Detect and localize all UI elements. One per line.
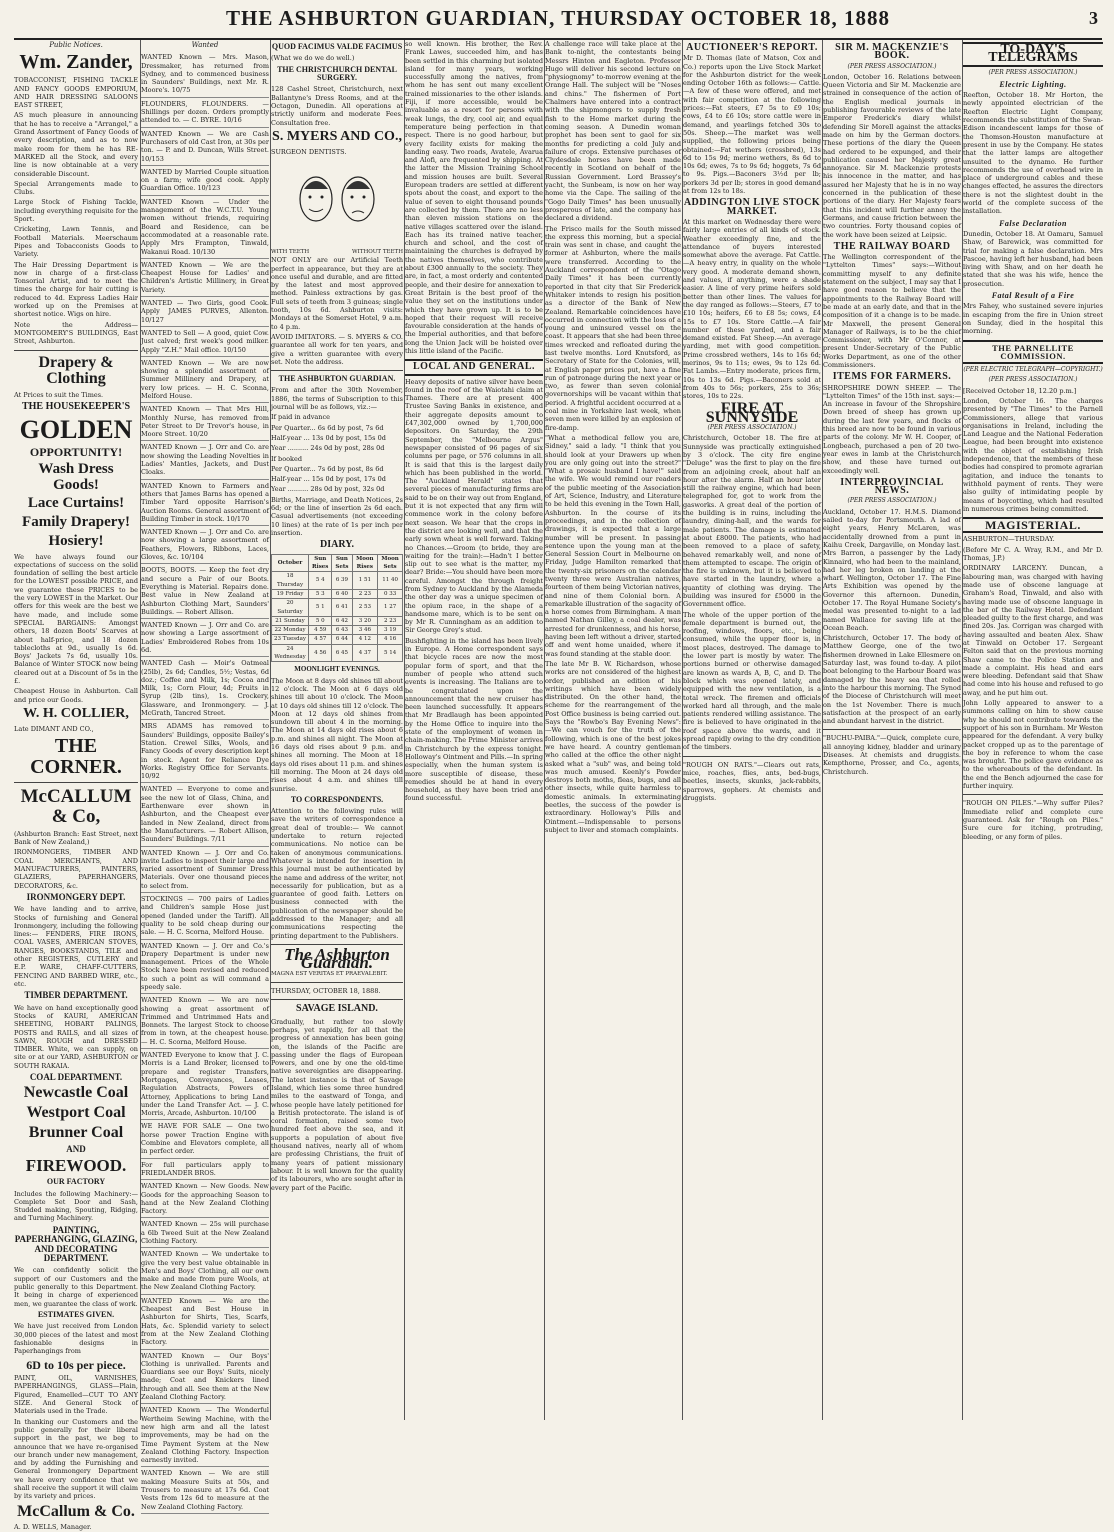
wanted-ad-text: WANTED Known — We are now showing a splendid assortment of Summer Millinery and Drapery, at very low prices. — H. C. Sconna, Melford House. — [141, 358, 269, 400]
diary-column-header: October — [272, 554, 309, 572]
leader-continued: so well known. His brother, the Rev. Frank Lawes, succeeded him, and has been settled in this charming but isolated island for many years, working successfully among the natives, from whom he has sent out many excellent trained missionaries to the other islands. Fiji, if more accessible, would be invaluable as a resort for persons with weak lungs, the dry, cool air, and equal temperature being perfection in that respect. There is no good harbour, but every facility exists for making the landing easy. Two roads, Avatele, Avarua and Alofi, are frequented by shipping. At the latter the Mission Training School and mission houses are built. Several European traders are settled at different spots about the coast, and export to the value of seven to eight thousand pounds are collected by them. There are no less than eleven mission stations on the native villages scattered over the island. Each has its trained native teacher, church and school, and the cost of maintaining the churches is defrayed by the natives themselves, who contribute about £300 annually to the society. They are, in fact, a most orderly and contented people, and their desire for annexation to Great Britain is the best proof of the value they set on the institutions under which they have grown up. It is to be hoped that their request will receive favourable consideration at the hands of the Imperial authorities, and that before long the Union Jack will be hoisted over this little island of the Pacific. — [405, 40, 543, 355]
housekeeper-heading: THE HOUSEKEEPER'S — [21, 401, 131, 413]
fatal-fire-heading: Fatal Result of a Fire — [991, 291, 1075, 301]
dental-body: 128 Cashel Street, Christchurch, next Ballantyne's Dress Rooms, and at the Octagon, Dunedin. All operations at strictly uniform and moderate Fees. Consultation free. — [271, 85, 403, 127]
railway-body: The Wellington correspondent of the "Lyttelton Times" says:—Without committing myself to any definite statement on the subject, I may say that I have good reason to believe that the appointments to the Railway Board will be made at an early date, and that in the composition of it a change is to be made. Mr Maxwell, the present General Manager of Railways, is to be the chief Commissioner, with Mr O'Connor, at present Under-Secretary of the Public Works Department, as one of the other Commissioners. — [823, 253, 961, 369]
diary-row — [272, 616, 403, 625]
farmers-body: SHROPSHIRE DOWN SHEEP. — The "Lyttelton Times" of the 15th inst. says:— An increase in favour of the Shropshire Down breed of sheep has grown up during the last few years, and flocks of this breed are now to be found in various parts of the colony. Mr W. H. Cooper, of Longbeach, purchased a pen of 20 two-year ewes in lamb at the Christchurch show, and these have turned out exceedingly well. — [823, 383, 961, 475]
diary-cell: 6 44 — [332, 635, 352, 644]
subscription-rate: Half-year ... 13s 0d by post, 15s 0d — [271, 433, 386, 442]
mccallum-heading: McCALLUM & Co, — [20, 785, 132, 827]
wanted-ad — [141, 196, 269, 259]
masthead — [14, 4, 1102, 40]
wanted-ad — [141, 1049, 269, 1120]
diary-cell: 4 57 — [309, 635, 332, 644]
diary-cell: 6 45 — [332, 644, 352, 662]
wanted-ad — [141, 1218, 269, 1248]
paper-date: THURSDAY, OCTOBER 18, 1888. — [271, 986, 381, 995]
diary-cell: 3 20 — [352, 616, 378, 625]
zander-body: AS much pleasure in announcing that he has to receive a "Arrangel," a Grand Assortment of Fancy Goods of every description, and as to now make room for them he has RE-MARKED all the Stock, and every line is now obtainable at a very considerable Discount. — [14, 111, 138, 178]
diary-cell: 4 16 — [378, 635, 403, 644]
interprovincial-body: Auckland, October 17. H.M.S. Diamond sailed to-day for Portsmouth. A lad of eight years, Henry McLaren, was accidentally drowned from a punt in Kaihu Creek, Dargaville, on Monday last. Mrs Barron, a passenger by the Lady Kinnaird, who had been to the mainland, had her leg broken on landing at the wharf. Wellington, October 17. The Fine Arts Exhibition was opened by the Governor this afternoon. Dunedin, October 17. The Royal Humane Society's medal was presented to-night to a lad named Wallace for saving life at the Ocean Beach. — [823, 507, 961, 632]
wanted-ad — [141, 1295, 269, 1350]
subscription-rate: Per Quarter... 6s 6d by post, 7s 6d — [271, 423, 384, 432]
lace-heading: Lace Curtains! — [27, 495, 125, 512]
estimates-heading: ESTIMATES GIVEN. — [37, 1309, 115, 1319]
subscription-rate: Half-year ... 15s 0d by post, 17s 0d — [271, 475, 386, 484]
wanted-label: Wanted — [191, 41, 219, 49]
wanted-ad-text: WANTED by Married Couple situation on a farm; wife good cook. Apply Guardian Office. 10/123 — [141, 167, 269, 193]
office-body: From and after the 30th November, 1886, the terms of Subscription to this journal will be as follows, viz.:— — [271, 386, 403, 412]
wanted-ad — [141, 619, 269, 657]
wanted-ad — [141, 98, 269, 128]
diary-cell: 3 46 — [352, 626, 378, 635]
fire-heading: FIRE AT SUNNYSIDE — [705, 400, 799, 426]
family-heading: Family Drapery! — [22, 514, 130, 531]
wanted-ad — [141, 1159, 269, 1181]
diary-heading: DIARY. — [319, 539, 354, 551]
diary-cell: 22 Monday — [272, 626, 309, 635]
diary-cell: 1 51 — [352, 572, 378, 590]
diary-cell: 4 37 — [352, 644, 378, 662]
wanted-ad — [141, 847, 269, 893]
diary-row — [272, 572, 403, 590]
diary-cell: 6 42 — [332, 616, 352, 625]
column-2 — [140, 40, 269, 1511]
wanted-ad — [141, 1467, 269, 1513]
wanted-ad — [141, 564, 269, 619]
wanted-ad-text: WANTED Known — We are still making Measure Suits at 50s, and Trousers to measure at 17s 6d. Coat Vests from 12s 6d to measure at the New Zealand Clothing Factory. — [141, 1469, 269, 1511]
column-6 — [682, 40, 821, 1420]
column-8 — [962, 40, 1103, 1420]
magisterial-body: ORDINARY LARCENY. Duncan, a labouring man, was charged with having made use of obscene language at Graham's Road, Tinwald, and also with having made use of obscene language in the bar of the Railway Hotel. Defendant pleaded guilty to the first charge, and was fined 20s. Jas. Corrigan was charged with having assaulted and beaten Alex. Shaw at Tinwald on October 17. Sergeant Felton said that on the previous morning Shaw came to the Police Station and made a complaint. His head and ears were bleeding. Defendant said that Shaw had come into his house and refused to go away, and he put him out. — [963, 564, 1103, 697]
wanted-ad-text: WANTED Known — J. Orr and Co. are now showing the Leading Novelties in Ladies' Mantles, Jackets, and Dust Cloaks. — [141, 443, 269, 477]
diary-cell: 5 3 — [309, 589, 332, 598]
diary-cell: 2 53 — [352, 599, 378, 617]
addington-body: At this market on Wednesday there were fairly large entries of all kinds of stock. Weather exceedingly fine, and the attendance of buyers interested somewhat above the average. Fat Cattle.—A heavy entry, in quality on the whole very good. A moderate demand shown, and values, if anything, were a shade easier. A line of very prime heifers sold better than other lines. The values for the day ranged as follows:—Steers, £7 to £10 10s; heifers, £6 to £8 5s; cows, £4 15s to £7 10s. Store Cattle.—A fair number of these yarded, and a fair demand existed. Fat Sheep.—An average yarding, met with good competition. Prime crossbred wethers, 14s to 16s 6d; merinos, 9s to 11s; ewes, 9s to 12s 6d. Fat Lambs.—Entry moderate, prices firm, 10s to 13s 6d. Pigs.—Baconers sold at from 40s to 56s; porkers, 25s to 36s; stores, 10s to 22s. — [683, 217, 821, 401]
wanted-ad — [141, 327, 269, 357]
news-body-2: The Frisco mails for the South missed the express this morning, but a special train was sent in chase, and caught the former at Ashburton, where the mails were transferred. According to the Auckland correspondent of the "Otago Daily Times" it has been currently reported in that city that Sir Frederick Whitaker intends to resign his position as a director of the Bank of New Zealand. Remarkable coincidences have occurred in connection with the loss of a young and uninsured vessel on the coast. It appears that she had been three times wrecked and refloated during the last twelve months. Lord Knutsford, as Secretary of State for the Colonies, will, at English paper prices put, have a fine run of patronage during the next year or two, as fewer than seven colonial governorships will be vacant within that period. A frightful accident occurred at a coal mine in Yorkshire last week, when seven men were killed by an explosion of fire-damp. — [545, 224, 681, 432]
parnell-sub: (PER ELECTRIC TELEGRAPH—COPYRIGHT.) — [963, 366, 1103, 374]
page-number: 3 — [1089, 8, 1098, 28]
factory-heading: OUR FACTORY — [46, 1177, 106, 1187]
diary-row — [272, 626, 403, 635]
collier-late: Late DIMANT AND CO., — [14, 724, 94, 733]
myers-warning: AVOID IMITATORS. — S. MYERS & CO. guarantee all work for ten years, and give a written guarantee with every set. Note the address. — [271, 332, 403, 366]
zander-stock: Large Stock of Fishing Tackle, including everything requisite for the Sport. — [14, 198, 138, 224]
addington-heading: ADDINGTON LIVE STOCK MARKET. — [683, 197, 821, 217]
diary-cell: 19 Friday — [272, 589, 309, 598]
wanted-ad-text: WANTED Known — That Mrs Hill, Monthly Nurse, has removed from Peter Street to Dr Trevor's house, in Moore Street. 10/20 — [141, 405, 269, 439]
section-label: Public Notices. — [49, 41, 103, 49]
wanted-ad-text: WANTED Known — We undertake to give the very best value obtainable in Men's and Boys' Clothing, all our own make and made from pure Wools, at the New Zealand Clothing Factory. — [141, 1250, 269, 1292]
auctioneer-heading: AUCTIONEER'S REPORT. — [686, 42, 818, 53]
drapery-heading: Drapery & Clothing — [38, 353, 114, 388]
diary-column-header: Sun Sets — [332, 554, 352, 572]
diary-cell: 4 56 — [309, 644, 332, 662]
wanted-ads-list — [141, 51, 269, 1514]
mccallum-trades: IRONMONGERS, TIMBER AND COAL MERCHANTS, AND MANUFACTURERS, PAINTERS, GLAZIERS, PAPERHANGERS, DECORATORS, &c. — [14, 848, 138, 890]
diary-row — [272, 635, 403, 644]
diary-column-header: Sun Rises — [309, 554, 332, 572]
wanted-ad-text: FLOUNDERS, FLOUNDERS. — Shillings per dozen. Orders promptly attended to. — C. BYRE. 10/16 — [141, 99, 269, 125]
wanted-ad-text: WANTED Known — We are the Cheapest and Best House in Ashburton for Shirts, Ties, Scarfs, Hats, &c. Splendid variety to select from at the New Zealand Clothing Factory. — [141, 1296, 269, 1347]
parnell-sub-2: (PER PRESS ASSOCIATION.) — [988, 376, 1078, 384]
diary-table — [271, 554, 403, 663]
rates-paid-list — [271, 424, 403, 453]
diary-cell: 24 Wednesday — [272, 644, 309, 662]
factory-body: Includes the following Machinery:— Complete Set Door and Sash, Studded making, Spouting, Ridging, and Turning Machinery. — [14, 1189, 138, 1223]
coal-heading: COAL DEPARTMENT. — [29, 1072, 123, 1083]
wanted-ad — [141, 994, 269, 1049]
corner-heading: THE CORNER. — [30, 734, 122, 778]
subscription-rate: Per Quarter... 7s 6d by post, 8s 6d — [271, 464, 384, 473]
fatal-fire-body: Mrs Fahey, who sustained severe injuries in escaping from the fire in Union street on Sunday, died in the hospital this morning. — [963, 302, 1103, 336]
collier-note: Cheapest House in Ashburton. Call and price our Goods. — [14, 687, 138, 704]
interprovincial-heading: INTERPROVINCIAL NEWS. — [840, 476, 944, 497]
wanted-ad-text: WANTED Known — We are Cash Purchasers of old Cast Iron, at 30s per ton. — P. and D. Duncan, Wills Street. 10/153 — [141, 129, 269, 163]
and-word: AND — [66, 1143, 86, 1154]
local-general-body-2: Bushfighting in the island has been lively in Europe. A Home correspondent says that bicycle races are now the most popular form of sport, and that the number of people who attend such events is increasing. The Italians are to be congratulated upon the announcement that the new cruiser has been launched successfully. It appears that Mr Bradlaugh has been appointed by the Home Office to inquire into the state of the employment of women in chain-making. The Prime Minister arrives in Christchurch by the express tonight. Holloway's Ointment and Pills.—In spring especially, when the human system is more susceptible of disease, these remedies should be at hand in every household, as they have been tried and found successful. — [405, 636, 543, 803]
diary-cell: 6 43 — [332, 626, 352, 635]
diary-cell: 5 0 — [309, 616, 332, 625]
wanted-ad — [141, 1404, 269, 1467]
wanted-ad — [141, 480, 269, 526]
fire-body: Christchurch, October 18. The fire at Sunnyside was practically extinguished by 3 o'clock. The city fire engine "Deluge" was the first to play on the fire from an adjoining creek, about half an hour after the alarm. Half an hour later still the railway engine, which had been telegraphed for, got to work from the gasworks. A great deal of the portion of the building is in ruins, including the laundry, dining-hall, and the wards for male patients. The damage is estimated at about £8000. The patients, who had been removed to a place of safety, behaved remarkably well, and none of them attempted to escape. The origin of the fire is unknown, but it is believed to have started in the laundry, where a quantity of clothing was drying. The building was insured for £5000 in the Government office. — [683, 434, 821, 609]
wanted-ad — [141, 1180, 269, 1218]
fire-body-2: The whole of the upper portion of the female department is burned out, the roofing, windows, floors, etc., being consumed, while the upper floor is, in most places, destroyed. The damage to the lower part is mostly by water. The portions burned or otherwise damaged are known as wards A, B, C, and D. The block which was opened lately, and equipped with the new ventilation, is a total wreck. The firemen and officials worked hard all through, and the male patients rendered willing assistance. The fire is believed to have originated in the roof space above the wards, and it spread rapidly owing to the dry condition of the timbers. — [683, 610, 821, 752]
diary-cell: 2 23 — [352, 589, 378, 598]
dental-portraits-illustration — [292, 159, 382, 245]
leader-heading: SAVAGE ISLAND. — [296, 1003, 378, 1015]
paper-title: The Ashburton Guardian. — [284, 944, 390, 973]
hosiery-heading: Hosiery! — [48, 532, 104, 549]
wanted-ad — [141, 128, 269, 166]
news-body-4: The late Mr B. W. Richardson, whose works are not considered of the highest order, published an edition of his writings which have been widely distributed. On the other hand, the scheme for the rearrangement of the Post Office business is being carried out. Says the "Rowbo's Bay Evening News":—We can vouch for the truth of the following, which is one of the best jokes we have heard. A country gentleman who called at the office the other night asked what a "sub" was, and being told was much amused. Keenly's Powder destroys both moths, fleas, bugs, and all other insects, while quite harmless to domestic animals. In exterminating beetles, the success of the powder is extraordinary. Holloway's Pills and Ointment.—Indispensable to persons subject to liver and stomach complaints. — [545, 659, 681, 834]
caption-with-teeth: WITH TEETH — [271, 248, 310, 255]
magisterial-bench: (Before Mr C. A. Wray, R.M., and Mr D. Thomas, J.P.) — [963, 545, 1103, 563]
column-1 — [14, 40, 138, 1532]
wanted-ad-text: WANTED Known — 25s will purchase a 6lb Tweed Suit at the New Zealand Clothing Factory. — [141, 1220, 269, 1245]
ironmongery-heading: IRONMONGERY DEPT. — [26, 891, 126, 902]
wanted-ad — [141, 1350, 269, 1405]
local-general-body: Heavy deposits of native silver have been found in the roof of the Waiotahi claim at Thames. There are at present 400 Trustee Saving Banks in existence, and their aggregate deposits amount to £47,302,000 owned by 1,700,000 depositors. On Saturday, the 29th September, the "Melbourne Argus" newspaper consisted of 96 pages of six columns per page, or 576 columns in all. It is said that this is the largest daily which has been published in the world. The "Auckland Herald" states that several pieces of manufacturing firms are said to be on their way out from England, but it is not expected that any firm will commence work in the colony before next season. We hear that the crops in the district are looking well, and that the early sown wheat is well forward. Taking no Chances.—Groom (to bride, they are waiting for the train):—Hadn't I better slip out to see what is the matter, my dear? Bride:—You should have been more careful. Amongst the through freight from Sydney to Auckland by the Alameda the other day was a unique specimen of the opium race, in the shape of a handsome mare, which is to be sent on by Mr R. Cunningham as an addition to Sir George Grey's stud. — [405, 377, 543, 635]
wanted-ad — [141, 893, 269, 939]
timber-body: We have on hand exceptionally good Stocks of KAURI, AMERICAN SHEETING, HOBART PALINGS, POSTS and RAILS, and all sizes of SAWN, ROUGH and DRESSED TIMBER. White, we can supply, on site or at our YARD, ASHBURTON or SOUTH RAKAIA. — [14, 1003, 138, 1070]
mackenzie-sub: (PER PRESS ASSOCIATION.) — [847, 62, 937, 70]
collier-body: We have always found our expectations of success on the solid foundation of selling the best article for the LOWEST possible PRICE, and we guarantee these PRICES to be the very LOWEST in the Market. Our offers for this week are the best we have made, and include some SPECIAL BARGAINS: Amongst others, 18 dozen Boots' Scarves at about half-price, and 18 dozen tablecloths at 9d., usually 1s 6d. Boys' Jackets 7s 6d, usually 10s. Balance of Winter STOCK now being cleared out at a Discount of 5s in the £. — [14, 552, 138, 685]
newspaper-masthead-title: THE ASHBURTON GUARDIAN, THURSDAY OCTOBER 18, 1888 — [226, 6, 890, 30]
office-heading: THE ASHBURTON GUARDIAN. — [278, 374, 396, 384]
ironmongery-body: We have landing and to arrive, Stocks of furnishing and General Ironmongery, including the following lines:— FENDERS, FIRE IRONS, COAL VASES, AMERICAN STOVES, RANGES, BOOKSTANDS, TILE and other REGISTERS, CUTLERY and E.P. WARE, CHAFF-CUTTERS, FENCING AND BARBED WIRE, etc., etc. — [14, 905, 138, 988]
wanted-ad — [141, 441, 269, 479]
caption-without-teeth: WITHOUT TEETH — [351, 248, 403, 255]
wanted-ad — [141, 51, 269, 97]
news-body-1: A challenge race will take place at the Bank to-night, the contestants being Messrs Hinton and Eagleton. Professor Hugo will deliver his second lecture on "physiognomy" to-morrow evening at the Orange Hall. The subject will be "Noses and chins." The fishermen of Port Chalmers have entered into a contract with the shipmongers to supply fresh fish to the Home market during the coming season. A Dunedin woman prophet has been sent to gaol for six months for predicting a cold July and failure of crops. Extensive purchases of Clydesdale horses have been made recently in Scotland on behalf of the Russian Government. Lord Brassey's yacht, the Sunbeam, is now on her way home via the Cape. The sailing of the "Gogo Daily Times" has been unusually prosperous of late, and the company has declared a dividend. — [545, 40, 681, 223]
collier-name: W. H. COLLIER, — [23, 705, 129, 721]
price-range: 6D to 10s per piece. — [26, 1357, 126, 1372]
news-body-3: "What a methodical fellow you are, Sidney," said a lady. "I think that you should look at your Drawers up when you are only going out into the street?" "What a prosaic husband I have!" said the wife. We would remind our readers of the public meeting of the Association of Art, Science, Industry, and Literature to be held this evening in the Town Hall, Ashburton. In the course of its proceedings, and in the collection of drawings, it is expected that a large number will be present. In passing sentence upon the young man at the General Session Court in Melbourne on Friday, Judge Hamilton remarked that the twenty-six prisoners on the calendar twenty three were Australian natives, fourteen of them being Victorian natives, and nine of them Colonial born. A remarkable illustration of the sagacity of a horse comes from Birmingham. A man named Nathan Gilley, a coal dealer, was arrested for drunkenness, and his horse, having been left without a driver, started off and went home unaided, where it was found standing at the stable door. — [545, 433, 681, 658]
column-5 — [544, 40, 681, 1420]
wanted-ad-text: WANTED Known — J. Orr and Co. are now showing a Large assortment of Ladies' Embroidered Robes from 10s 6d. — [141, 621, 269, 654]
golden-heading: GOLDEN — [19, 414, 133, 444]
myers-heading: S. MYERS AND CO., — [272, 128, 402, 144]
opportunity-heading: OPPORTUNITY! — [29, 445, 123, 460]
magisterial-heading: MAGISTERIAL. — [963, 517, 1103, 533]
column-3 — [270, 40, 403, 1420]
diary-cell: 23 Tuesday — [272, 635, 309, 644]
wanted-ad-text: WANTED Known — J. Orr and Co. invite Ladies to inspect their large and varied assortment of Summer Dress Materials. Over one thousand pieces to select from. — [141, 848, 269, 890]
wanted-ad — [141, 940, 269, 995]
telegrams-sub: (PER PRESS ASSOCIATION.) — [988, 68, 1078, 76]
parnell-heading: THE PARNELLITE COMMISSION. — [963, 340, 1103, 365]
zander-sports: Cricketing, Lawn Tennis, and Football Materials. Meerschaum Pipes and Tobacconists Goods to Variety. — [14, 225, 138, 259]
wanted-ad — [141, 526, 269, 564]
wanted-ad-text: WANTED Known — The Wonderful Wertheim Sewing Machine, with the new high arm and all the latest improvements, may be had on the Time Payment System at the New Zealand Clothing Factory. Inspection earnestly invited. — [141, 1406, 269, 1465]
subscription-rate: Year .......... 24s 0d by post, 28s 0d — [271, 444, 385, 453]
diary-row — [272, 589, 403, 598]
dental-heading: THE CHRISTCHURCH DENTAL SURGERY. — [277, 64, 397, 83]
rates-paid-heading: If paid in advance — [271, 413, 330, 422]
parnell-body: London, October 16. The charges presented by "The Times" to the Parnell Commissioners, allege that various organisations in Ireland, including the Land League and the National Federation League, had been brought into existence with the object of establishing Irish independence, that the members of these bodies had conspired to promote agrarian agitation, and induce the tenants to withhold payment of rents. They were also guilty of intimidating people by means of boycotting, which had resulted in numerous crimes being committed. — [963, 396, 1103, 513]
diary-column-header: Moon Sets — [378, 554, 403, 572]
diary-cell: 1 27 — [378, 599, 403, 617]
paint-body: PAINT, OIL, VARNISHES, PAPERHANGINGS, GLASS—Plain, Figured, Enamelled—CUT TO ANY SIZE. And General Stock of Materials used in the Trade. — [14, 1374, 138, 1416]
wanted-ad — [141, 166, 269, 196]
paper-motto: MAGNA EST VERITAS ET PRAEVALEBIT. — [271, 970, 388, 977]
local-general-heading: LOCAL AND GENERAL. — [405, 359, 543, 375]
wanted-ad-text: WANTED Known — Under the management of the W.C.T.U. Young women without friends, requiring Board and Residence, can be accommodated at a reasonable rate. Apply Mrs Frampton, Tinwald, Wakanui Road. 10/130 — [141, 197, 269, 256]
wanted-ad — [141, 259, 269, 297]
wanted-ad-text: WANTED Cash — Moir's Oatmeal (25lb), 2s 6d; Candles, 5½; Vestas, 6d doz.; Coffee and Milk, 1s; Cocoa and Milk, 1s; Corn Flour, 4d; Fruits in Syrup (2lb tins), 1s. Crockery, Glassware, and Ironmongery. — J. McGrath, Tancred Street. — [141, 659, 269, 718]
wanted-ad — [141, 783, 269, 846]
wanted-ad-text: WE HAVE FOR SALE — One two horse power Traction Engine with Combine and Elevators complete, all in perfect order. — [141, 1122, 269, 1156]
wanted-ad-text: For full particulars apply to FRIEDLANDER BROS. — [141, 1160, 269, 1177]
manager-name: A. D. WELLS, Manager. — [14, 1523, 92, 1532]
wallpaper-body: We have just received from London 30,000 pieces of the latest and most fashionable designs in Paperhangings from — [14, 1322, 138, 1356]
wanted-ad-text: WANTED Known to Farmers and others that James Barns has opened a Timber Yard opposite Harrison's Auction Rooms. General assortment of Building Timber in stock. 10/170 — [141, 481, 269, 523]
telegrams-heading: TO-DAY'S TELEGRAMS — [963, 42, 1103, 67]
wanted-ad-text: STOCKINGS — 700 pairs of Ladies and Children's sample Hose just opened (landed under the Tariff). All quality to be sold cheap during our sale. — H. C. Scorna, Melford House. — [141, 895, 269, 937]
diary-cell: 6 41 — [332, 599, 352, 617]
zander-special: Special Arrangements made to Clubs. — [14, 179, 138, 197]
correspondents-body: Attention to the following rules will save the writers of correspondence a great deal of trouble:— We cannot undertake to return rejected communications. No notice can be taken of anonymous communications. Whatever is intended for insertion in this journal must be authenticated by the name and address of the writer, not necessarily for publication, but as a guarantee of good faith. Letters on business connected with the publication of the newspaper should be addressed to the Manager; and all communications respecting the printing department to the Publishers. — [271, 807, 403, 940]
mccallum-branch: (Ashburton Branch: East Street, next Bank of New Zealand,) — [14, 829, 138, 847]
interprovincial-sub: (PER PRESS ASSOCIATION.) — [847, 497, 937, 505]
auctioneer-body: Mr D. Thomas (late of Matson, Cox and Co.) reports upon the Live Stock Market for the Ashburton district for the week ending October 16th as follows:— Cattle.—A few of these were offered, and met with fair competition at the following prices:—Fat steers, £7 5s to £9 10s; cows, £4 to £6 10s; store cattle were in demand, and yearlings fetched 30s to 50s. Sheep.—The market was well supplied, the following prices being obtained:—Fat wethers (crossbred), 13s 6d to 15s 9d; merino wethers, 8s 6d to 10s 6d; ewes, 7s to 9s 6d; hoggets, 7s 6d to 9s. Pigs.—Baconers 3½d per lb; porkers 3d per lb; stores in good demand at from 12s to 18s. — [683, 54, 821, 196]
wanted-ad-text: WANTED — Two Girls, good Cook. Apply JAMES PURVES, Allenton. 10/127 — [141, 299, 269, 324]
diary-cell: 2 23 — [378, 616, 403, 625]
brunner-coal: Brunner Coal — [28, 1124, 124, 1142]
wanted-ad — [141, 1120, 269, 1158]
column-4 — [404, 40, 543, 1420]
column-7 — [822, 40, 961, 1420]
wanted-ad-text: WANTED Known — J. Orr and Co.'s Drapery Department is under new management. Prices of the Whole Stock have been revised and reduced to such a point as will command a speedy sale. — [141, 941, 269, 991]
painting-heading: PAINTING, PAPERHANGING, GLAZING, AND DECORATING DEPARTMENT. — [14, 1224, 138, 1264]
diary-cell: 5 1 — [309, 599, 332, 617]
wanted-ad-text: WANTED Everyone to know that J. C. Morris is a Land Broker, licensed to prepare and register Transfers, Mortgages, Conveyances, Leases, Regulation Abstracts, Powers of Attorney, Applications to bring Land under the Land Transfer Act. — J. C. Morris, Arcade, Ashburton. 10/100 — [141, 1051, 269, 1118]
wanted-ad — [141, 720, 269, 783]
wanted-ad-text: WANTED Known — Mrs. Mason, Dressmaker, has returned from Sydney, and to commenced business in Saunders' Buildings, next Mr. R. Moore's. 10/75 — [141, 53, 269, 95]
mackenzie-heading: SIR M. MACKENZIE'S BOOK. — [835, 42, 949, 62]
parnell-received: [Received October 18, 12.20 p.m.] — [963, 386, 1077, 395]
timber-heading: TIMBER DEPARTMENT. — [24, 990, 128, 1001]
dental-motto-sub: (What we do we do well.) — [271, 54, 355, 63]
wanted-ad-text: WANTED Known — We are now showing a great assortment of Trimmed and Untrimmed Hats and Bonnets. The largest Stock to choose from in town, at the cheapest house. — H. C. Scorna, Melford House. — [141, 996, 269, 1046]
farmers-heading: ITEMS FOR FARMERS. — [832, 371, 952, 383]
wanted-ad-text: MRS ADAMS has removed to Saunders' Buildings, opposite Bailey's Station. Crewel Silks, Wools, and Fancy Goods of every description kept in stock. Agent for Reliance Dye Works. Registry Office for Servants. 10/92 — [141, 722, 269, 781]
painting-body: We can confidently solicit the support of our Customers and the public generally to this Department. It being in charge of experienced men, we guarantee the class of work. — [14, 1266, 138, 1308]
wash-heading: Wash Dress Goods! — [38, 460, 114, 493]
false-declaration-heading: False Declaration — [999, 218, 1067, 228]
magisterial-body-2: John Lolly appeared to answer to a summons calling on him to show cause why he should not contribute towards the support of his son in Burnham. Mr Weston appeared for the defendant. A very bulky packet cropped up as to the parentage of the boy in reference to whom the case was brought. The police gave evidence as to the whereabouts of the defendant. In the end the Bench adjourned the case for further inquiry. — [963, 699, 1103, 791]
rough-on-rats-ad: "ROUGH ON RATS."—Clears out rats, mice, roaches, flies, ants, bed-bugs, beetles, insects, skunks, jack-rabbits, sparrows, gophers. At chemists and druggists. — [683, 760, 821, 802]
magisterial-place: ASHBURTON—THURSDAY. — [963, 535, 1055, 544]
correspondents-heading: TO CORRESPONDENTS. — [290, 794, 384, 804]
false-declaration-body: Dunedin, October 18. At Oamaru, Samuel Shaw, of Barewick, was committed for trial for making a false declaration. Mrs Pascoe, having left her husband, had been living with Shaw, and on her death he stated that she was his wife, hence the prosecution. — [963, 229, 1103, 288]
fire-sub: (PER PRESS ASSOCIATION.) — [707, 424, 797, 432]
wanted-ad — [141, 403, 269, 441]
wanted-ad-text: WANTED Known — New Goods. New Goods for the approaching Season to hand at the New Zealand Clothing Factory. — [141, 1182, 269, 1216]
wanted-ad-text: WANTED — Everyone to come and see the new lot of Glass, China, and Earthenware ever shown in Ashburton, and the Cheapest ever landed in New Zealand, direct from the Manufacturers. — Robert Allison, Saunders' Buildings. 7/11 — [141, 785, 269, 844]
zander-trade: TOBACCONIST, FISHING TACKLE AND FANCY GOODS EMPORIUM, AND HAIR DRESSING SALOONS EAST STREET, — [14, 76, 138, 110]
wanted-ad-text: WANTED Known — Our Boys' Clothing is unrivalled. Parents and Guardians see our Boys' Suits, nicely made; Coat and Knickers lined through and all. See them at the New Zealand Clothing Factory. — [141, 1351, 269, 1402]
diary-cell: 18 Thursday — [272, 572, 309, 590]
diary-cell: 6 39 — [332, 572, 352, 590]
thanks-body: In thanking our Customers and the public generally for their liberal support in the past, we beg to announce that we have re-organised our branch under new management, and by adding the Furnishing and General Ironmongery Department we have every confidence that we shall receive the support it will claim by its variety and prices. — [14, 1417, 138, 1501]
zander-address: Note the Address— MONTGOMERY'S BUILDINGS, East Street, Ashburton. — [14, 320, 138, 346]
westport-coal: Westport Coal — [26, 1104, 126, 1122]
electric-heading: Electric Lighting. — [999, 79, 1067, 89]
diary-cell: 6 40 — [332, 589, 352, 598]
zander-hair: The Hair Dressing Department is now in charge of a first-class Tonsorial Artist, and to meet the times the charge for hair cutting is reduced to 4d. Express Ladies Hair worked up on the Premises at shortest notice. Wigs on hire. — [14, 260, 138, 319]
diary-row — [272, 599, 403, 617]
wanted-ad — [141, 657, 269, 720]
wanted-ad-text: BOOTS, BOOTS. — Keep the feet dry and secure a Pair of our Boots. Everything is Material. Repairs done. Best value in New Zealand at Ashburton Clothing Mart, Saunders' Buildings. — Robert Allison. — [141, 566, 269, 616]
myers-body: NOT ONLY are our Artificial Teeth perfect in appearance, but they are at once useful and durable, and are fitted by the latest and most approved method. Painless extractions by gas. Full sets of teeth from 3 guineas; single tooth, 10s 6d. Ashburton visits: Mondays at the Somerset Hotel, 9 a.m. to 4 p.m. — [271, 256, 403, 331]
diary-row — [272, 644, 403, 662]
moonlight-heading: MOONLIGHT EVENINGS. — [294, 665, 380, 674]
diary-cell: 5 4 — [309, 572, 332, 590]
subscription-rate: Year .......... 28s 0d by post, 32s 0d — [271, 485, 385, 494]
diary-cell: 4 59 — [309, 626, 332, 635]
diary-column-header: Moon Rises — [352, 554, 378, 572]
buchu-paiba-ad: "BUCHU-PAIBA."—Quick, complete cure, all annoying kidney, bladder and urinary Diseases. At chemists and druggists. Kempthorne, Prosser, and Co., agents, Christchurch. — [823, 734, 961, 776]
diary-cell: 5 14 — [378, 644, 403, 662]
wanted-ad — [141, 1248, 269, 1294]
wanted-ad-text: WANTED Known — We are the Cheapest House for Ladies' and Children's Artistic Millinery, in Great Variety. — [141, 260, 269, 294]
moonlight-body: The Moon at 8 days old shines till about 12 o'clock. The Moon at 6 days old shines till about 10 o'clock. The Moon at 10 days old shines till 12 o'clock. The Moon at 12 days old shines from sundown till about 4 in the morning. The Moon at 14 days old rises about 6 p.m. and shines all night. The Moon at 16 days old rises about 9 p.m. and shines all morning. The Moon at 18 days old rises about 11 p.m. and shines till morning. The Moon at 24 days old rises about 4 a.m. and shines till sunrise. — [271, 676, 403, 793]
firewood-heading: FIREWOOD. — [25, 1156, 127, 1176]
diary-cell: 3 19 — [378, 626, 403, 635]
dental-motto: QUOD FACIMUS VALDE FACIMUS — [271, 42, 403, 51]
rough-on-piles-ad: "ROUGH ON PILES."—Why suffer Piles? Immediate relief and complete cure guaranteed. Ask for "Rough on Piles." Sure cure for itching, protruding, bleeding, or any form of piles. — [963, 799, 1103, 841]
diary-cell: 11 40 — [378, 572, 403, 590]
electric-body: Reefton, October 18. Mr Horton, the newly appointed electrician of the Reefton Electric Light Company, recommends the substitution of the Swan-Edison incandescent lamps for those of the Thomson-Houston manufacture at present in use by the Company. He states that the latter lamps are altogether unsuited to the dynamo. He further recommends the use of overhead wire in place of underground cables and these changes effected, he assures the directors there is not the slightest doubt in the world of the complete success of the installation. — [963, 91, 1103, 216]
diary-cell: 20 Saturday — [272, 599, 309, 617]
rates-booked-list — [271, 465, 403, 494]
wanted-ad — [141, 357, 269, 403]
interprovincial-body-2: Christchurch, October 17. The body of Matthew George, one of the two fishermen drowned in Lake Ellesmere on Saturday last, was found to-day. A pilot boat belonging to the Harbour Board was damaged by the heavy sea that rolled into the harbour this morning. The Synod of the Diocese of Christchurch will meet on the 1st November. There is much satisfaction at the prospect of an early and abundant harvest in the district. — [823, 634, 961, 726]
leader-body: Gradually, but rather too slowly perhaps, yet rapidly, for all that the progress of annexation has been going on, the islands of the Pacific are passing under the flags of European Powers, and one by one the old-time native sovereignties are disappearing. The latest instance is that of Savage Island, which lies some three hundred miles to the eastward of Tonga, and whose people have lately petitioned for a British protectorate. The island is of coral formation, raised some two hundred feet above the sea, and it supports a population of about five thousand natives, nearly all of whom are professing Christians, the fruit of many years of patient missionary labour. It is well known for the quality of its labourers, who are sought after in every part of the Pacific. — [271, 1017, 403, 1192]
zander-name: Wm. Zander, — [19, 51, 133, 74]
diary-cell: 21 Sunday — [272, 616, 309, 625]
diary-cell: 0 33 — [378, 589, 403, 598]
drapery-sub: At Prices to suit the Times. — [14, 391, 104, 400]
wanted-ad-text: WANTED to Sell — A good, quiet Cow. Just calved; first week's good milker. Apply "Z.H." Mail office. 10/150 — [141, 328, 269, 354]
wanted-ad-text: WANTED Known — J. Orr and Co. are now showing a large assortment of Feathers, Flowers, Ribbons, Laces, Gloves, &c. 10/104 — [141, 528, 269, 562]
wanted-ad — [141, 297, 269, 327]
myers-sub: SURGEON DENTISTS. — [271, 147, 347, 156]
railway-heading: THE RAILWAY BOARD — [833, 240, 951, 252]
rates-booked-heading: If booked — [271, 454, 302, 463]
diary-cell: 4 12 — [352, 635, 378, 644]
mackenzie-body: London, October 16. Relations between Queen Victoria and Sir M. Mackenzie are strained in consequence of the action of the English medical journals in publishing favourable reviews of the late Emperor Frederick's diary whilst defending Sir Morell against the attacks made on him by the German doctors. These portions of the diary the Queen had ordered to be expunged, and their publication caused her Majesty great annoyance. Sir M. Mackenzie protests his innocence in the matter, and has assured her Majesty that he is in no way concerned in the publication of these portions of the diary. Her Majesty fears that this incident will further annoy the Germans, and cause friction between the two countries. Forty thousand copies of the work have been seized at Leipsic. — [823, 72, 961, 239]
newcastle-coal: Newcastle Coal — [23, 1084, 129, 1102]
mccallum-signature: McCallum & Co. — [17, 1502, 135, 1520]
notices-body: Births, Marriage, and Death Notices, 2s 6d; or the line of insertion 2s 6d each. Casual advertisements (not exceeding 10 lines) at the rate of 1s per inch per insertion. — [271, 495, 403, 537]
